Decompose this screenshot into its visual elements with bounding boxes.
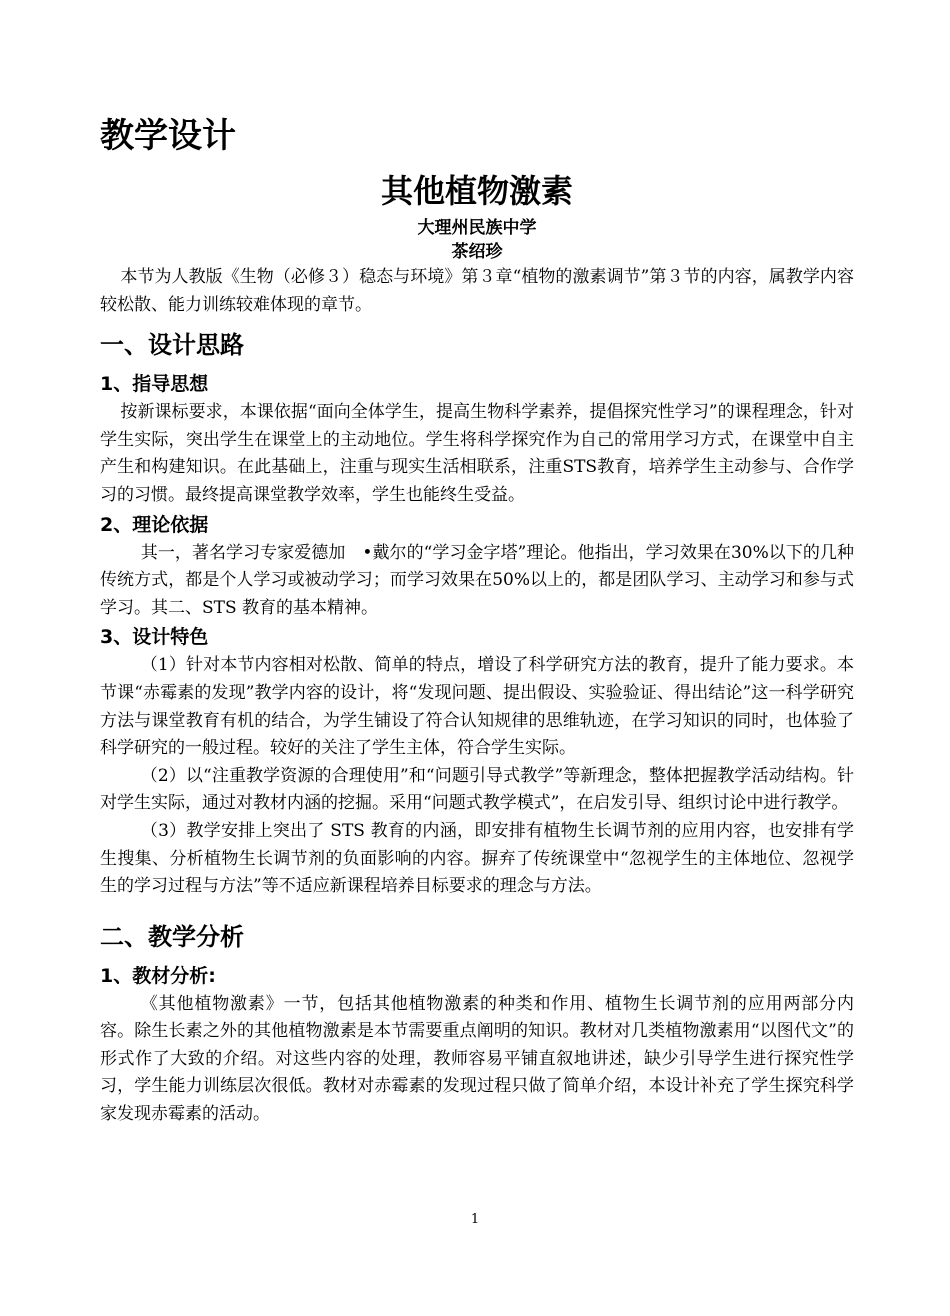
page-title: 其他植物激素 [380,172,573,210]
subheading-guiding-idea: 1、指导思想 [100,373,209,396]
section-heading-analysis: 二、教学分析 [100,922,244,951]
section-heading-design: 一、设计思路 [100,331,244,360]
paragraph-theory-basis: 其一，著名学习专家爱德加 •戴尔的“学习金字塔”理论。他指出，学习效果在30%以下的几种传统方式，都是个人学习或被动学习；而学习效果在50%以上的，都是团队学习、主动学习和参与式学习。其二、STS 教育的基本精神。 [100,542,854,618]
paragraph-feature-3: （3）教学安排上突出了 STS 教育的内涵，即安排有植物生长调节剂的应用内容，也安排有学生搜集、分析植物生长调节剂的负面影响的内容。摒弃了传统课堂中“忽视学生的主体地位、忽视学生的学习过程与方法”等不适应新课程培养目标要求的理念与方法。 [100,820,854,897]
paragraph-textbook-analysis: 《其他植物激素》一节，包括其他植物激素的种类和作用、植物生长调节剂的应用两部分内容。除生长素之外的其他植物激素是本节需要重点阐明的知识。教材对几类植物激素用“以图代文”的形式作了大致的介绍。对这些内容的处理，教师容易平铺直叙地讲述，缺少引导学生进行探究性学习，学生能力训练层次很低。教材对赤霉素的发现过程只做了简单介绍，本设计补充了学生探究科学家发现赤霉素的活动。 [100,993,854,1125]
intro-paragraph: 本节为人教版《生物（必修３）稳态与环境》第３章“植物的激素调节”第３节的内容，属教学内容较松散、能力训练较难体现的章节。 [100,267,854,315]
subheading-textbook-analysis: 1、教材分析: [100,964,216,987]
school-name: 大理州民族中学 [417,218,537,238]
document-page [100,108,854,1129]
subheading-theory-basis: 2、理论依据 [100,513,209,536]
document-label: 教学设计 [100,116,236,156]
paragraph-feature-1: （1）针对本节内容相对松散、简单的特点，增设了科学研究方法的教育，提升了能力要求。本节课“赤霉素的发现”教学内容的设计，将“发现问题、提出假设、实验验证、得出结论”这一科学研究方法与课堂教育有机的结合，为学生铺设了符合认知规律的思维轨迹，在学习知识的同时，也体验了科学研究的一般过程。较好的关注了学生主体，符合学生实际。 [100,655,854,759]
author-name: 茶绍珍 [451,242,503,262]
page-number: 1 [470,1212,480,1227]
subheading-design-features: 3、设计特色 [100,626,209,649]
paragraph-guiding-idea: 按新课标要求，本课依据“面向全体学生，提高生物科学素养，提倡探究性学习”的课程理念，针对学生实际，突出学生在课堂上的主动地位。学生将科学探究作为自己的常用学习方式，在课堂中自主产生和构建知识。在此基础上，注重与现实生活相联系，注重STS教育，培养学生主动参与、合作学习的习惯。最终提高课堂教学效率，学生也能终生受益。 [100,402,854,505]
paragraph-feature-2: （2）以“注重教学资源的合理使用”和“问题引导式教学”等新理念，整体把握教学活动结构。针对学生实际，通过对教材内涵的挖掘。采用“问题式教学模式”，在启发引导、组织讨论中进行教学。 [100,765,854,814]
